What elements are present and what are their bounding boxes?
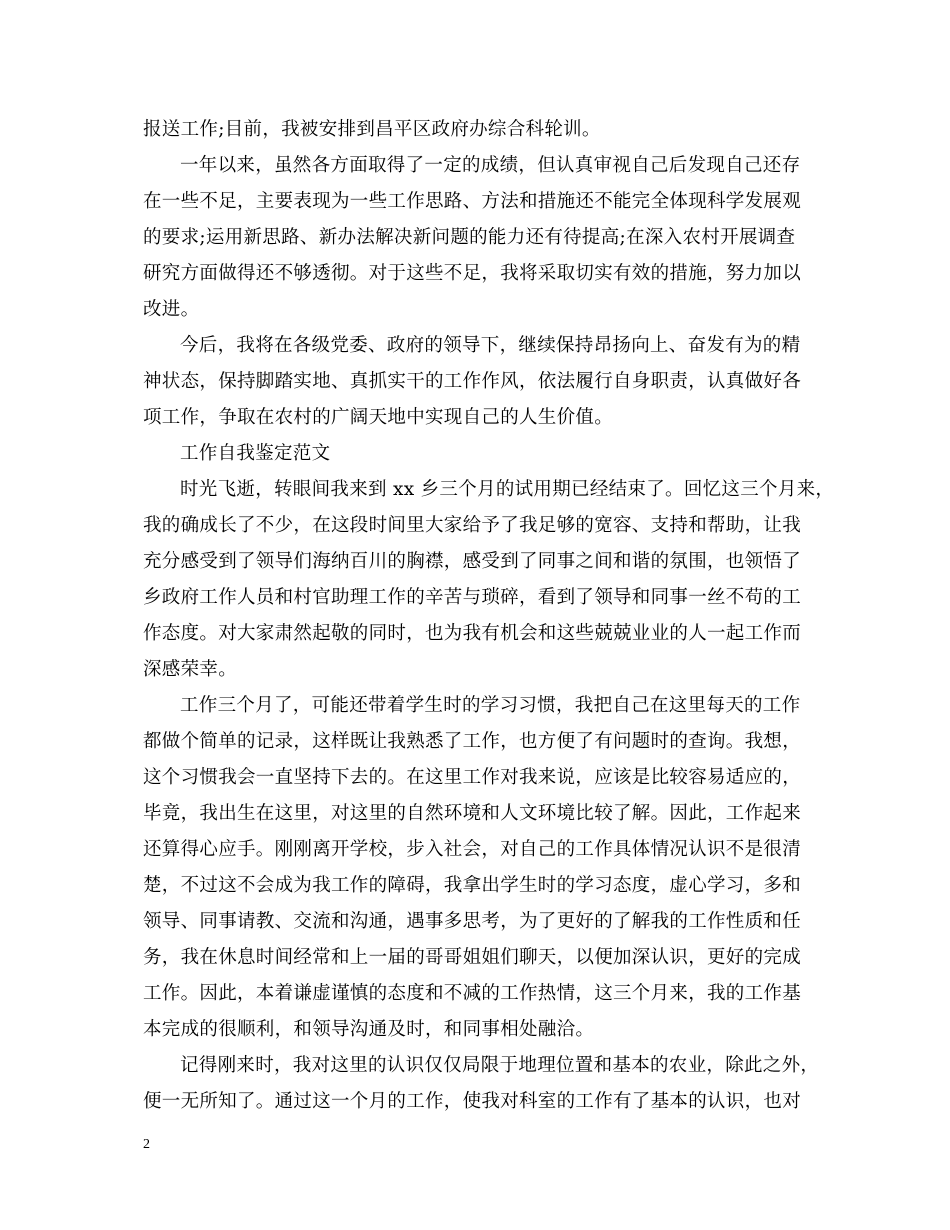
text-line: 务，我在休息时间经常和上一届的哥哥姐姐们聊天，以便加深认识，更好的完成 [143,947,802,968]
text-line: 充分感受到了领导们海纳百川的胸襟，感受到了同事之间和谐的氛围，也领悟了 [143,551,802,572]
text-line: 都做个简单的记录，这样既让我熟悉了工作，也方便了有问题时的查询。我想， [143,731,802,752]
text-line: 深感荣幸。 [143,659,238,680]
text-line: 时光飞逝，转眼间我来到 xx 乡三个月的试用期已经结束了。回忆这三个月来， [180,479,835,500]
text-line: 在一些不足，主要表现为一些工作思路、方法和措施还不能完全体现科学发展观 [143,191,802,212]
section-heading: 工作自我鉴定范文 [180,443,331,464]
text-line: 报送工作;目前，我被安排到昌平区政府办综合科轮训。 [143,119,601,140]
page-number: 2 [143,1137,150,1152]
text-line: 研究方面做得还不够透彻。对于这些不足，我将采取切实有效的措施，努力加以 [143,263,802,284]
text-line: 还算得心应手。刚刚离开学校，步入社会，对自己的工作具体情况认识不是很清 [143,839,802,860]
text-line: 改进。 [143,299,200,320]
text-line: 神状态，保持脚踏实地、真抓实干的工作作风，依法履行自身职责，认真做好各 [143,371,802,392]
text-line: 一年以来，虽然各方面取得了一定的成绩，但认真审视自己后发现自己还存 [180,155,801,176]
text-line: 项工作，争取在农村的广阔天地中实现自己的人生价值。 [143,407,614,428]
text-line: 我的确成长了不少，在这段时间里大家给予了我足够的宽容、支持和帮助，让我 [143,515,802,536]
text-line: 本完成的很顺利，和领导沟通及时，和同事相处融洽。 [143,1019,595,1040]
text-line: 便一无所知了。通过这一个月的工作，使我对科室的工作有了基本的认识，也对 [143,1091,802,1112]
text-line: 工作。因此，本着谦虚谨慎的态度和不减的工作热情，这三个月来，我的工作基 [143,983,802,1004]
text-line: 今后，我将在各级党委、政府的领导下，继续保持昂扬向上、奋发有为的精 [180,335,801,356]
text-line: 这个习惯我会一直坚持下去的。在这里工作对我来说，应该是比较容易适应的， [143,767,802,788]
text-line: 工作三个月了，可能还带着学生时的学习习惯，我把自己在这里每天的工作 [180,695,801,716]
text-line: 作态度。对大家肃然起敬的同时，也为我有机会和这些兢兢业业的人一起工作而 [143,623,802,644]
text-line: 记得刚来时，我对这里的认识仅仅局限于地理位置和基本的农业，除此之外， [180,1055,820,1076]
text-line: 楚，不过这不会成为我工作的障碍，我拿出学生时的学习态度，虚心学习，多和 [143,875,802,896]
text-line: 毕竟，我出生在这里，对这里的自然环境和人文环境比较了解。因此，工作起来 [143,803,802,824]
text-line: 乡政府工作人员和村官助理工作的辛苦与琐碎，看到了领导和同事一丝不苟的工 [143,587,802,608]
text-line: 的要求;运用新思路、新办法解决新问题的能力还有待提高;在深入农村开展调查 [143,227,796,248]
text-line: 领导、同事请教、交流和沟通，遇事多思考，为了更好的了解我的工作性质和任 [143,911,802,932]
